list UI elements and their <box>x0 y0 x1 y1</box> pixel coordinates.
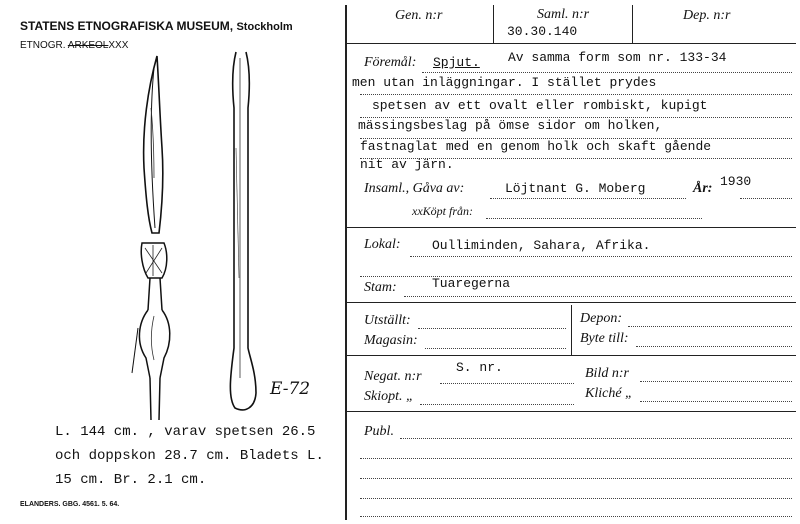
insaml-value: Löjtnant G. Moberg <box>505 181 646 196</box>
magasin-label: Magasin: <box>364 333 418 348</box>
dots-publ <box>400 438 792 439</box>
dots-skiopt <box>420 404 574 405</box>
stam-value: Tuaregerna <box>432 276 511 291</box>
negat-label: Negat. n:r <box>364 369 422 384</box>
drawing-signature: E-72 <box>270 379 311 399</box>
gen-nr-label: Gen. n:r <box>395 8 443 23</box>
saml-nr-label: Saml. n:r <box>537 7 590 22</box>
lokal-label: Lokal: <box>364 237 401 252</box>
measurement-line-1: L. 144 cm. , varav spetsen 26.5 <box>55 424 316 440</box>
skiopt-label: Skiopt. „ <box>364 389 414 404</box>
description-line-4: fastnaglat med en genom holk och skaft gående <box>360 139 712 154</box>
kop-overstrike: xx <box>412 204 423 218</box>
insaml-label: Insaml., Gåva av: <box>364 181 465 196</box>
ar-label: År: <box>693 181 713 196</box>
rule-after-kliche <box>346 411 796 412</box>
dots-bild <box>640 381 792 382</box>
depon-divider <box>571 305 572 355</box>
dots-negat <box>440 383 574 384</box>
dots-byte <box>636 346 792 347</box>
dots-depon <box>628 326 792 327</box>
museum-name: STATENS ETNOGRAFISKA MUSEUM, <box>20 19 234 33</box>
foremal-label: Föremål: <box>364 55 417 70</box>
ar-value: 1930 <box>720 174 752 189</box>
rule-after-insaml <box>346 227 796 228</box>
printer-note: ELANDERS. GBG. 4561. 5. 64. <box>20 501 120 508</box>
dots-magasin <box>425 348 566 349</box>
dots-kop <box>486 218 702 219</box>
dots-ar <box>740 198 792 199</box>
kop-label-text: Köpt från: <box>422 204 473 218</box>
spear-drawing <box>110 48 330 420</box>
dots-1 <box>360 94 792 95</box>
spear-shaft <box>230 52 256 410</box>
dept-arkeol-struck: ARKEOL <box>67 40 109 51</box>
description-line-5: nit av järn. <box>360 157 454 172</box>
foremal-first: Spjut. <box>433 55 480 70</box>
rule-after-magasin <box>346 355 796 356</box>
foremal-first-rest: Av samma form som nr. 133-34 <box>508 50 727 65</box>
card-divider <box>345 5 347 520</box>
dots-publ-5 <box>360 516 792 517</box>
measurement-line-3: 15 cm. Br. 2.1 cm. <box>55 472 207 488</box>
dots-lokal <box>410 256 792 257</box>
dots-utstallt <box>418 328 566 329</box>
dots-lokal-2 <box>360 276 792 277</box>
stam-label: Stam: <box>364 280 397 295</box>
byte-label: Byte till: <box>580 331 629 346</box>
museum-city: Stockholm <box>236 21 293 33</box>
dots-foremal <box>422 72 792 73</box>
dep-nr-label: Dep. n:r <box>683 8 731 23</box>
dots-publ-3 <box>360 478 792 479</box>
dots-insaml <box>490 198 686 199</box>
dots-publ-4 <box>360 498 792 499</box>
description-line-3: mässingsbeslag på ömse sidor om holken, <box>358 118 663 133</box>
rule-after-stam <box>346 302 796 303</box>
dots-publ-2 <box>360 458 792 459</box>
description-line-1: men utan inläggningar. I stället prydes <box>352 75 657 90</box>
museum-header <box>20 19 293 33</box>
rule-header <box>346 43 796 44</box>
kliche-label: Kliché „ <box>585 386 633 401</box>
measurement-line-2: och doppskon 28.7 cm. Bladets L. <box>55 448 324 464</box>
measurements <box>55 420 324 492</box>
dots-kliche <box>640 401 792 402</box>
description-line-2: spetsen av ett ovalt eller rombiskt, kupigt <box>372 98 708 113</box>
dots-stam <box>404 296 792 297</box>
kop-label <box>412 204 473 219</box>
header-divider-1 <box>493 5 494 43</box>
negat-value: S. nr. <box>456 360 503 375</box>
depon-label: Depon: <box>580 311 622 326</box>
saml-nr-value: 30.30.140 <box>507 24 578 39</box>
bild-label: Bild n:r <box>585 366 629 381</box>
header-divider-2 <box>632 5 633 43</box>
utstallt-label: Utställt: <box>364 313 411 328</box>
dept-etnogr: ETNOGR. <box>20 40 66 51</box>
publ-label: Publ. <box>364 424 394 439</box>
dept-overstrike: XXX <box>108 40 129 51</box>
lokal-value: Oulliminden, Sahara, Afrika. <box>432 238 651 253</box>
